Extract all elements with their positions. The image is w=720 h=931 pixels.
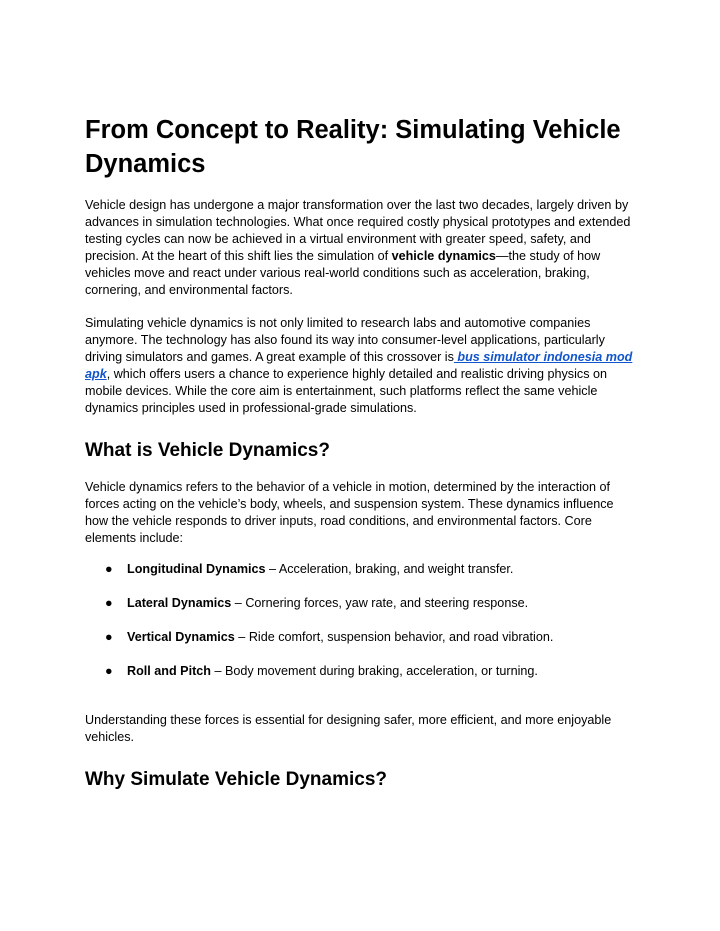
intro-text-start: Vehicle design has undergone a major transformation over the last two decades, largely driven by advances in simulation technologies. What once required costly physical prototypes and extended testing cycles can now be achieved in a virtual environment with greater speed, safety, and precision. At the heart of this shift lies the simulation of bbox=[85, 198, 631, 263]
page-title: From Concept to Reality: Simulating Vehicle Dynamics bbox=[85, 116, 621, 178]
vehicle-dynamics-emphasis: vehicle dynamics bbox=[391, 249, 496, 263]
list-item-term: Vertical Dynamics bbox=[127, 630, 235, 644]
section-heading-what-is: What is Vehicle Dynamics? bbox=[85, 440, 330, 461]
bullet-icon: ● bbox=[105, 664, 113, 678]
intro-paragraph-2 bbox=[85, 315, 637, 417]
list-item-desc: – Acceleration, braking, and weight transfer. bbox=[265, 562, 514, 576]
intro-text-end: —the study of how vehicles move and react under various real-world conditions such as acceleration, braking, cornering, and environmental factors. bbox=[85, 249, 601, 297]
list-item-desc: – Cornering forces, yaw rate, and steering response. bbox=[231, 596, 529, 610]
section-heading-why-simulate: Why Simulate Vehicle Dynamics? bbox=[85, 769, 387, 790]
list-item bbox=[85, 663, 637, 697]
list-item-term: Longitudinal Dynamics bbox=[127, 562, 266, 576]
list-item-term: Lateral Dynamics bbox=[127, 596, 232, 610]
list-item-desc: – Body movement during braking, acceleration, or turning. bbox=[210, 664, 538, 678]
intro-paragraph-1 bbox=[85, 197, 637, 299]
bullet-icon: ● bbox=[105, 596, 113, 610]
list-item-desc: – Ride comfort, suspension behavior, and road vibration. bbox=[234, 630, 554, 644]
intro2-text-end: , which offers users a chance to experience highly detailed and realistic driving physics on mobile devices. While the core aim is entertainment, such platforms reflect the same vehicle dynamics principles used in professional-grade simulations. bbox=[85, 367, 607, 415]
list-item bbox=[85, 629, 637, 663]
list-item-term: Roll and Pitch bbox=[127, 664, 211, 678]
core-elements-list bbox=[85, 561, 637, 697]
bus-simulator-link[interactable]: bus simulator indonesia mod apk bbox=[85, 350, 633, 381]
bullet-icon: ● bbox=[105, 562, 113, 576]
list-item bbox=[85, 561, 637, 595]
section1-paragraph: Vehicle dynamics refers to the behavior of a vehicle in motion, determined by the interaction of forces acting on the vehicle’s body, wheels, and suspension system. These dynamics influence how the vehicle responds to driver inputs, road conditions, and environmental factors. Core elements include: bbox=[85, 480, 614, 545]
section1-closing-paragraph: Understanding these forces is essential for designing safer, more efficient, and more enjoyable vehicles. bbox=[85, 713, 612, 744]
intro2-text-start: Simulating vehicle dynamics is not only limited to research labs and automotive companies anymore. The technology has also found its way into consumer-level applications, particularly driving simulators and games. A great example of this crossover is bbox=[85, 316, 605, 364]
list-item bbox=[85, 595, 637, 629]
bullet-icon: ● bbox=[105, 630, 113, 644]
